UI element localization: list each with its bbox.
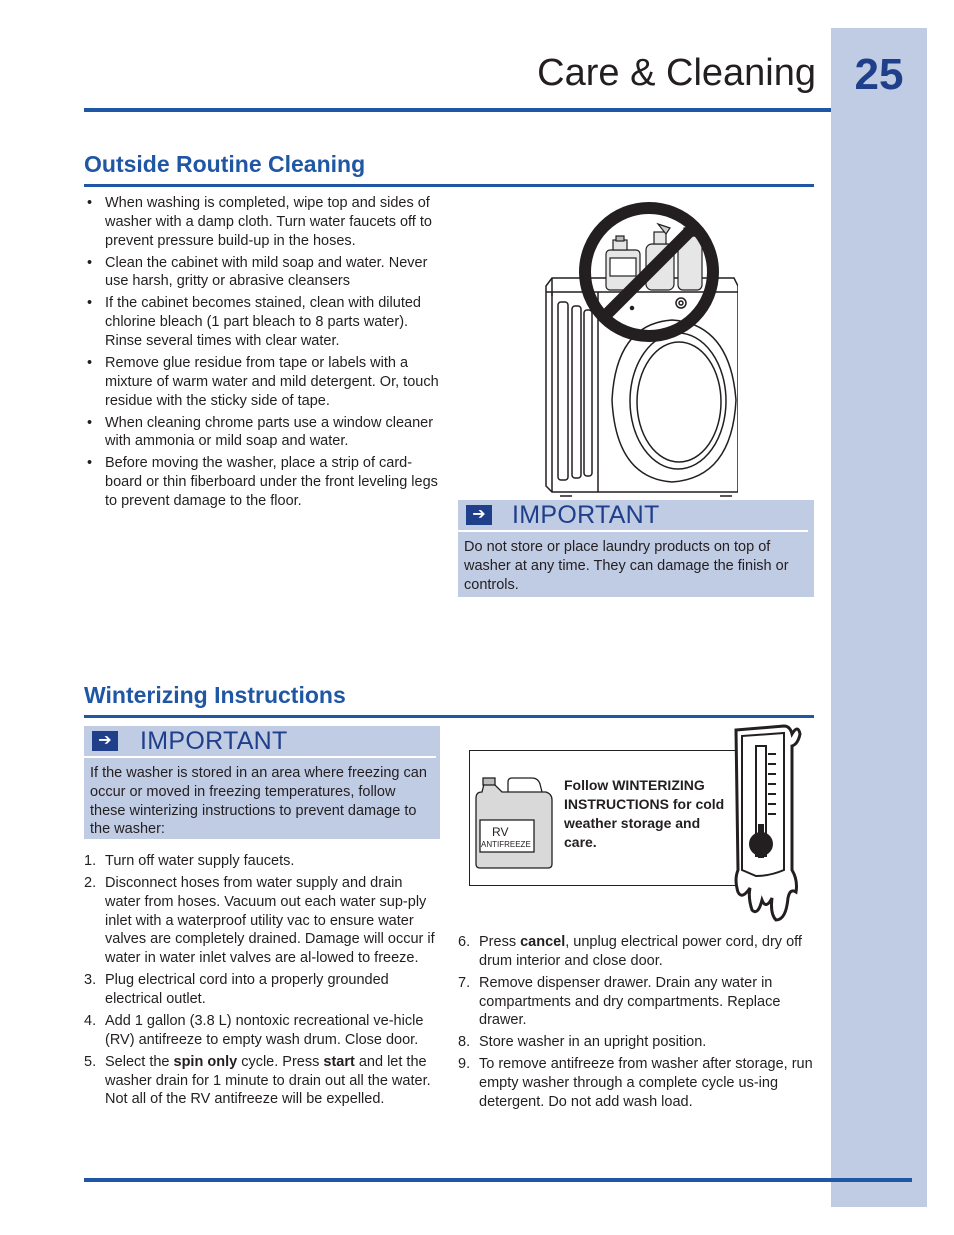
arrow-right-icon: ➔: [466, 505, 492, 525]
section-title-winterizing: Winterizing Instructions: [84, 682, 346, 708]
header-rule: [84, 108, 831, 112]
important-text: If the washer is stored in an area where freezing can occur or moved in freezing temperatures, follow these winterizing instructions to prevent damage to the washer:: [90, 765, 427, 838]
list-item: 6. Press cancel, unplug electrical power cord, dry off drum interior and close door.: [458, 934, 802, 969]
list-item: • Clean the cabinet with mild soap and water. Never use harsh, gritty or abrasive cleansers: [85, 254, 441, 292]
list-item: 4. Add 1 gallon (3.8 L) nontoxic recreational ve-hicle (RV) antifreeze to empty wash drum. Close door.: [84, 1012, 424, 1048]
list-item: 5. Select the spin only cycle. Press start and let the washer drain for 1 minute to drain out all the water. Not all of the RV antifreeze will be expelled.: [84, 1053, 431, 1108]
list-item: • Remove glue residue from tape or labels with a mixture of warm water and mild detergent. Or, touch residue with the sticky side of tape.: [85, 354, 441, 410]
list-item: • If the cabinet becomes stained, clean with diluted chlorine bleach (1 part bleach to 8 parts water). Rinse several times with clear water.: [85, 294, 441, 350]
winterizing-callout-text: Follow WINTERIZING INSTRUCTIONS for cold weather storage and care.: [564, 777, 725, 850]
important-header: [84, 726, 436, 758]
list-item: 2. Disconnect hoses from water supply and drain water from hoses. Vacuum out each water sup-ply inlet with a waterproof utility vac to ensure water valves are completely drained. Damage will occur if water in water inlet valves are al-lowed to freeze.: [84, 874, 435, 967]
jug-label-antifreeze: ANTIFREEZE: [481, 840, 531, 849]
antifreeze-jug-icon: [472, 776, 556, 870]
list-item: 8. Store washer in an upright position.: [458, 1034, 707, 1051]
important-header: [458, 500, 808, 532]
outside-bullet-list: [85, 194, 441, 514]
page-title: Care & Cleaning: [537, 52, 816, 94]
arrow-right-icon: ➔: [92, 731, 118, 751]
winterizing-steps-left: [84, 852, 440, 1112]
list-item: • Before moving the washer, place a strip of card-board or thin fiberboard under the front leveling legs to prevent damage to the floor.: [85, 454, 441, 510]
list-item: • When washing is completed, wipe top and sides of washer with a damp cloth. Turn water faucets off to prevent pressure build-up in the hoses.: [85, 194, 441, 250]
important-notice-winterizing: [84, 726, 440, 839]
frozen-thermometer-icon: [726, 720, 802, 924]
section-rule-winterizing: [84, 715, 814, 718]
winterizing-steps-right: [458, 933, 814, 1115]
page-number: 25: [854, 50, 904, 99]
important-text: Do not store or place laundry products on top of washer at any time. They can damage the finish or controls.: [464, 539, 789, 593]
section-rule-outside: [84, 184, 814, 187]
important-title: IMPORTANT: [512, 500, 660, 529]
list-item: 3. Plug electrical cord into a properly grounded electrical outlet.: [84, 972, 389, 1007]
important-title: IMPORTANT: [140, 726, 288, 755]
page-sidebar-band: [831, 28, 927, 1207]
list-item: 9. To remove antifreeze from washer after storage, run empty washer through a complete cycle us-ing detergent. Do not add wash load.: [458, 1056, 813, 1110]
list-item: 1. Turn off water supply faucets.: [84, 853, 295, 869]
list-item: • When cleaning chrome parts use a window cleaner with ammonia or mild soap and water.: [85, 414, 441, 452]
section-title-outside-cleaning: Outside Routine Cleaning: [84, 151, 366, 177]
list-item: 7. Remove dispenser drawer. Drain any water in compartments and dry compartments. Replace drawer.: [458, 974, 781, 1029]
footer-rule: [84, 1178, 912, 1182]
jug-label-rv: RV: [492, 825, 509, 839]
washer-icon: [546, 278, 738, 496]
important-notice-outside: [458, 500, 814, 597]
washer-no-products-illustration: [538, 200, 738, 500]
